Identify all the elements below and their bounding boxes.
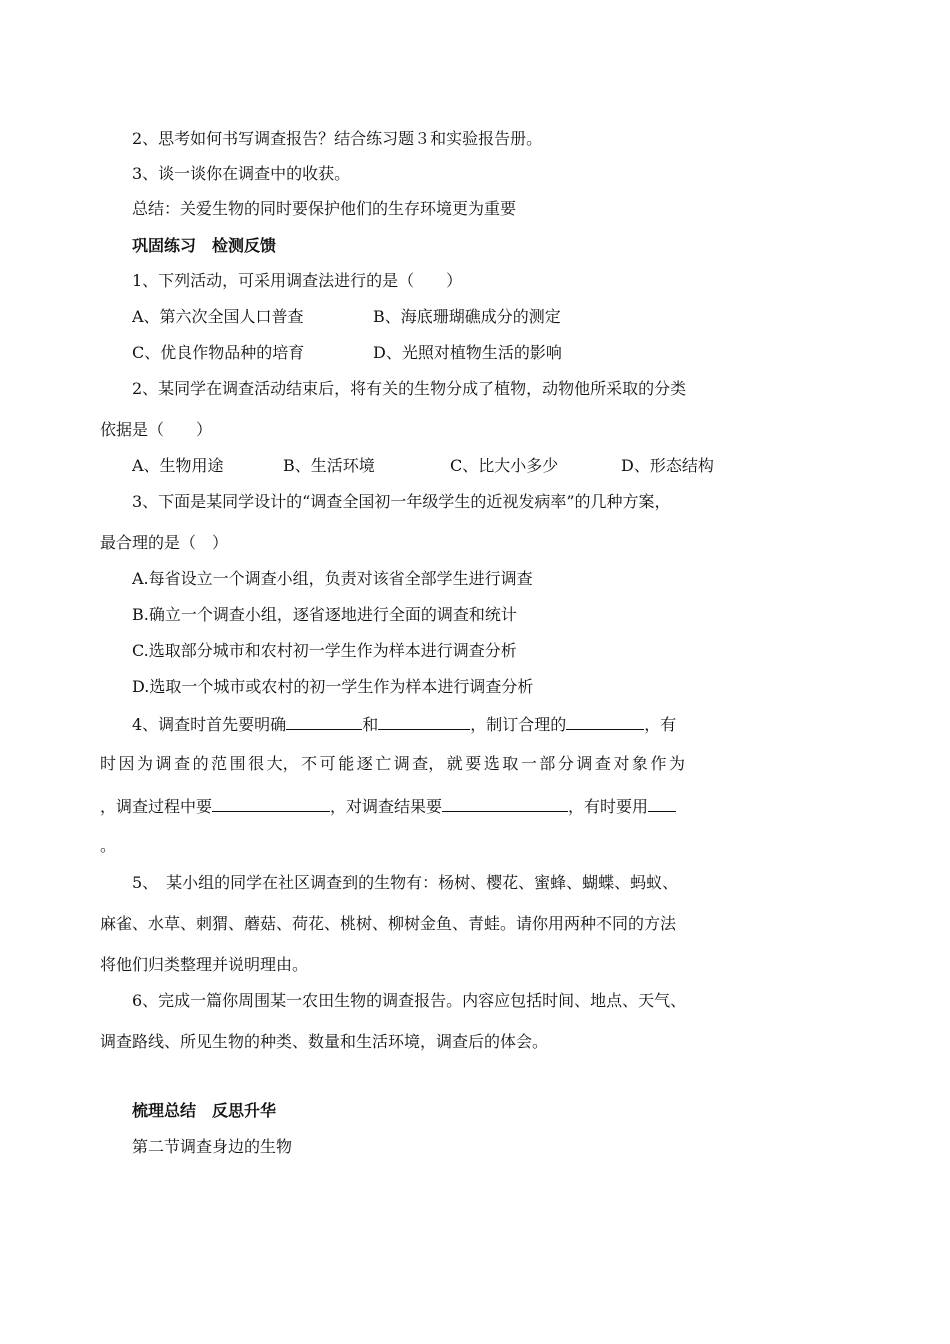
q3-option-b: B.确立一个调查小组，逐省逐地进行全面的调查和统计 <box>132 605 517 624</box>
q1-option-d: D、光照对植物生活的影响 <box>373 343 562 362</box>
q6-line1: 6、完成一篇你周围某一农田生物的调查报告。内容应包括时间、地点、天气、 <box>132 991 687 1010</box>
q4-text-2: 和 <box>362 715 379 734</box>
q4-line2-char: 作 <box>650 754 667 773</box>
q4-line4: 。 <box>100 836 117 855</box>
q4-line2-char: 因 <box>118 754 135 773</box>
q4-line2-char: 对 <box>613 754 630 773</box>
q4-line2-char: 可 <box>319 754 336 773</box>
summary-text: 总结：关爱生物的同时要保护他们的生存环境更为重要 <box>132 199 517 218</box>
q4-line2-char: 调 <box>155 754 172 773</box>
q4-line2-char: 选 <box>483 754 500 773</box>
q4-line2-char: 调 <box>576 754 593 773</box>
q1-option-c: C、优良作物品种的培育 <box>132 343 305 362</box>
q4-line2 <box>100 754 685 774</box>
q4-line2-char: 部 <box>539 754 556 773</box>
q4-text-6: ，对调查结果要 <box>330 797 443 816</box>
q4-line2-char: 亡 <box>375 754 392 773</box>
q3-stem-line2: 最合理的是（ ） <box>100 533 229 552</box>
q4-line2-char: 能 <box>338 754 355 773</box>
q4-text-3: ，制订合理的 <box>470 715 567 734</box>
q4-line2-char: 查 <box>594 754 611 773</box>
q4-blank-3[interactable] <box>566 713 644 730</box>
q4-text-7: ，有时要用 <box>568 797 649 816</box>
q4-line2-char: 就 <box>446 754 463 773</box>
q3-option-d: D.选取一个城市或农村的初一学生作为样本进行调查分析 <box>132 677 534 696</box>
q2-option-b: B、生活环境 <box>283 456 375 475</box>
q4-text-1: 4、调查时首先要明确 <box>132 715 287 734</box>
q4-line2-char: 查， <box>412 754 445 773</box>
q4-line2-char: 范 <box>211 754 228 773</box>
q5-line3: 将他们归类整理并说明理由。 <box>100 955 309 974</box>
q4-blank-2[interactable] <box>378 713 470 730</box>
q1-option-b: B、海底珊瑚礁成分的测定 <box>373 307 561 326</box>
q4-blank-5[interactable] <box>442 795 568 812</box>
q3-option-a: A.每省设立一个调查小组，负责对该省全部学生进行调查 <box>132 569 533 588</box>
intro-item-2: 2、思考如何书写调查报告？结合练习题３和实验报告册。 <box>132 129 543 148</box>
q4-line2-char: 象 <box>631 754 648 773</box>
q4-line2-char: 逐 <box>356 754 373 773</box>
q5-line1: 5、 某小组的同学在社区调查到的生物有：杨树、樱花、蜜蜂、蝴蝶、蚂蚁、 <box>132 873 679 892</box>
q4-line2-char: 取 <box>502 754 519 773</box>
q3-stem-line1: 3、下面是某同学设计的“调查全国初一年级学生的近视发病率”的几种方案， <box>132 492 671 511</box>
q4-line1 <box>132 713 676 735</box>
q4-line3 <box>100 795 676 817</box>
q4-text-5: ，调查过程中要 <box>100 797 213 816</box>
q4-blank-4[interactable] <box>212 795 330 812</box>
q4-line2-char: 分 <box>557 754 574 773</box>
q3-option-c: C.选取部分城市和农村初一学生作为样本进行调查分析 <box>132 641 517 660</box>
q2-option-d: D、形态结构 <box>621 456 714 475</box>
q1-stem: 1、下列活动，可采用调查法进行的是（ ） <box>132 271 463 290</box>
review-heading: 梳理总结 反思升华 <box>132 1101 277 1120</box>
q4-line2-char: 要 <box>465 754 482 773</box>
q4-blank-6[interactable] <box>648 795 676 812</box>
q4-line2-char: 为 <box>137 754 154 773</box>
q4-blank-1[interactable] <box>286 713 362 730</box>
q4-line2-char: 调 <box>393 754 410 773</box>
q2-option-a: A、生物用途 <box>132 456 224 475</box>
review-section-title: 第二节调查身边的生物 <box>132 1137 293 1156</box>
q4-line2-char: 很 <box>248 754 265 773</box>
q2-option-c: C、比大小多少 <box>450 456 559 475</box>
q5-line2: 麻雀、水草、刺猬、蘑菇、荷花、桃树、柳树金鱼、青蛙。请你用两种不同的方法 <box>100 914 677 933</box>
q4-line2-char: 一 <box>520 754 537 773</box>
practice-heading: 巩固练习 检测反馈 <box>132 236 277 255</box>
q4-line2-char: 时 <box>100 754 117 773</box>
q4-line2-char: 围 <box>229 754 246 773</box>
q6-line2: 调查路线、所见生物的种类、数量和生活环境，调查后的体会。 <box>100 1032 549 1051</box>
q1-option-a: A、第六次全国人口普查 <box>132 307 304 326</box>
intro-item-3: 3、谈一谈你在调查中的收获。 <box>132 164 351 183</box>
q4-text-4: ，有 <box>644 715 677 734</box>
q4-line2-char: 不 <box>301 754 318 773</box>
q4-line2-char: 查 <box>174 754 191 773</box>
q2-stem-line2: 依据是（ ） <box>100 420 213 439</box>
q4-line2-char: 大， <box>266 754 299 773</box>
q4-line2-char: 的 <box>192 754 209 773</box>
q4-line2-char: 为 <box>668 754 685 773</box>
q2-stem-line1: 2、某同学在调查活动结束后，将有关的生物分成了植物，动物他所采取的分类 <box>132 379 687 398</box>
